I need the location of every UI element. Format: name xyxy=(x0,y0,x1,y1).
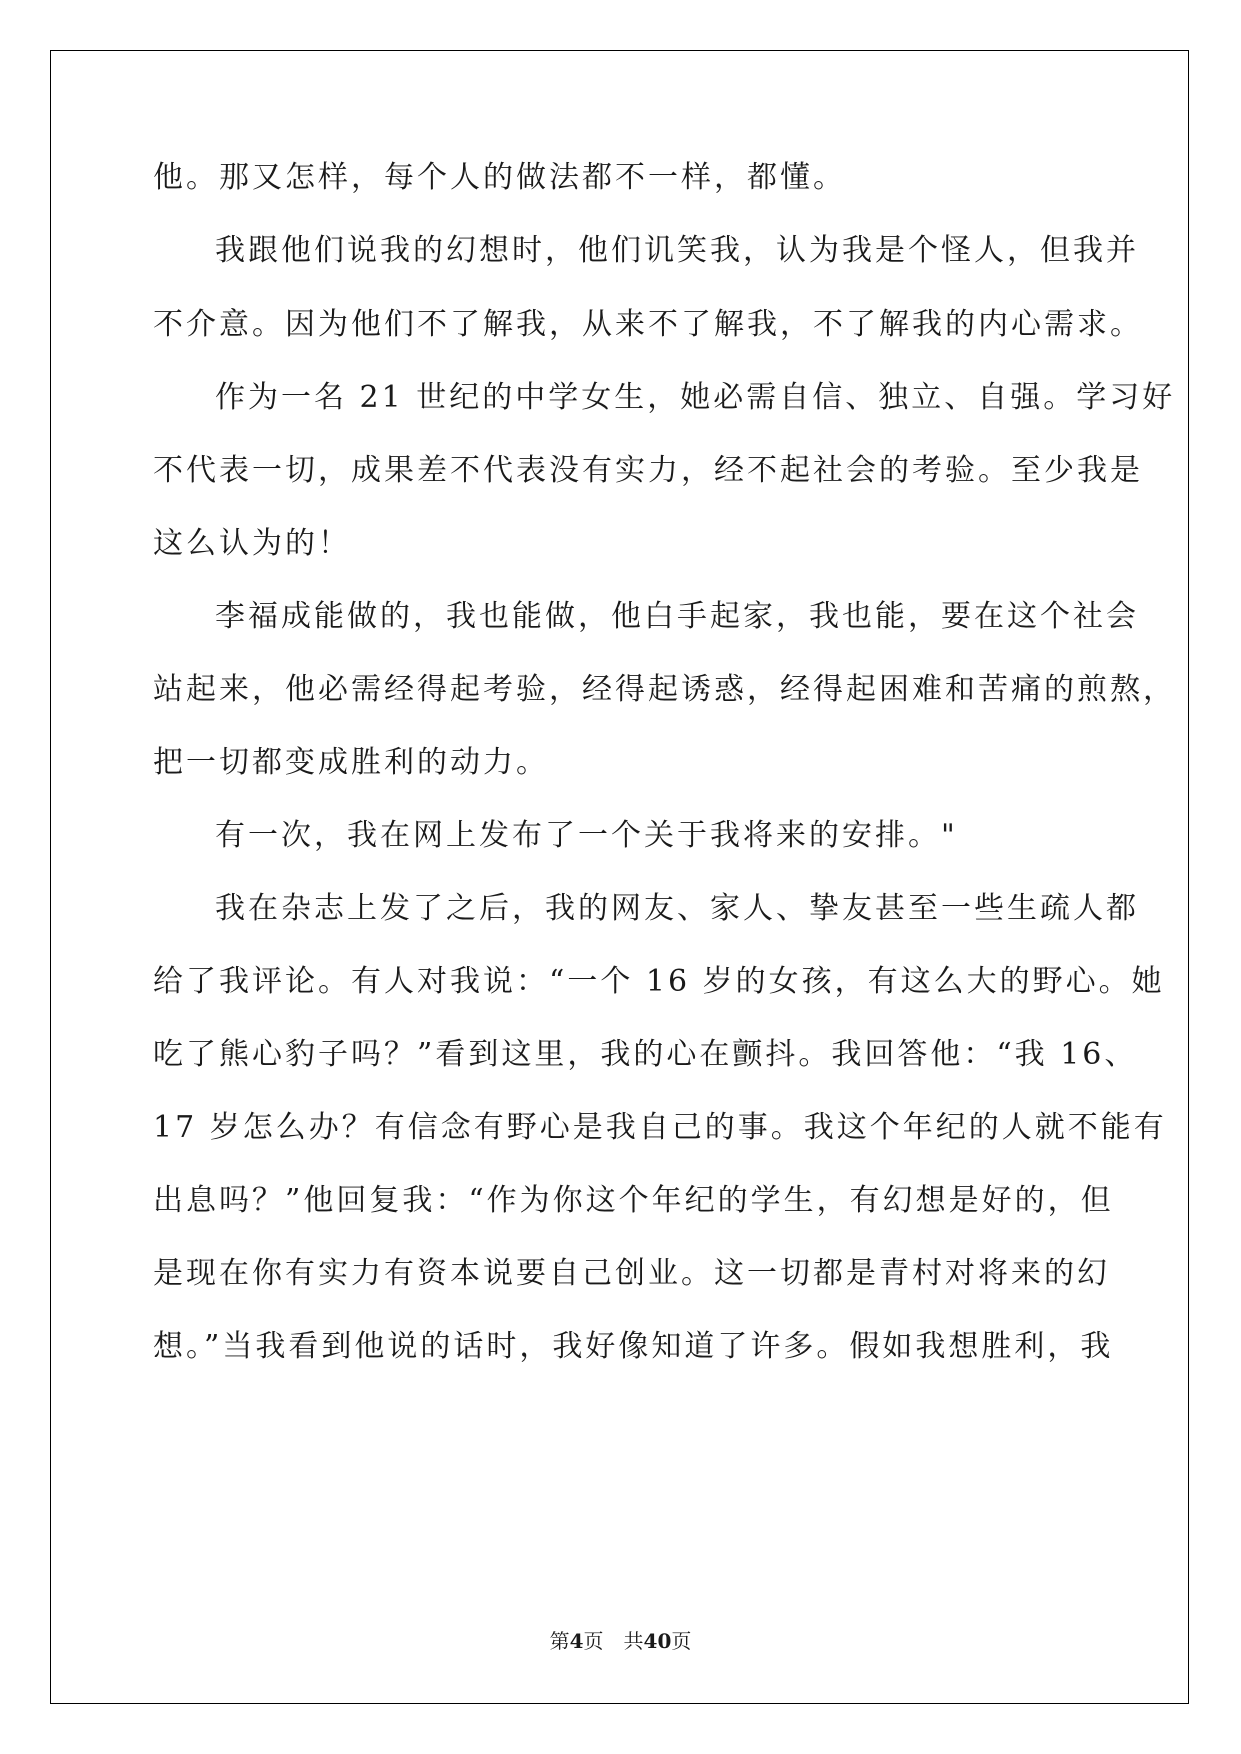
paragraph-line: 我在杂志上发了之后，我的网友、家人、挚友甚至一些生疏人都 xyxy=(215,891,1139,926)
paragraph-line: 不代表一切，成果差不代表没有实力，经不起社会的考验。至少我是 xyxy=(153,453,1143,488)
paragraph-line: 作为一名 21 世纪的中学女生，她必需自信、独立、自强。学习好 xyxy=(215,380,1176,415)
page-label-prefix: 第 xyxy=(549,1629,570,1653)
current-page-number: 4 xyxy=(569,1629,584,1653)
paragraph-line: 给了我评论。有人对我说：“一个 16 岁的女孩，有这么大的野心。她 xyxy=(153,964,1165,999)
paragraph-line: 我跟他们说我的幻想时，他们讥笑我，认为我是个怪人，但我并 xyxy=(215,233,1139,268)
page-border xyxy=(50,50,1189,1704)
paragraph-line: 是现在你有实力有资本说要自己创业。这一切都是青村对将来的幻 xyxy=(153,1256,1110,1291)
paragraph-line: 这么认为的！ xyxy=(153,526,351,561)
page-footer xyxy=(0,1629,1241,1653)
page-label-suffix: 页 xyxy=(671,1629,692,1653)
total-pages-number: 40 xyxy=(643,1629,672,1653)
paragraph-line: 不介意。因为他们不了解我，从来不了解我，不了解我的内心需求。 xyxy=(153,307,1143,342)
paragraph-line: 出息吗？”他回复我：“作为你这个年纪的学生，有幻想是好的，但 xyxy=(153,1183,1114,1218)
paragraph-line: 他。那又怎样，每个人的做法都不一样，都懂。 xyxy=(153,160,846,195)
paragraph-line: 把一切都变成胜利的动力。 xyxy=(153,745,549,780)
paragraph-line: 想。”当我看到他说的话时，我好像知道了许多。假如我想胜利，我 xyxy=(153,1329,1114,1364)
paragraph-line: 有一次，我在网上发布了一个关于我将来的安排。" xyxy=(215,818,958,853)
paragraph-line: 17 岁怎么办？有信念有野心是我自己的事。我这个年纪的人就不能有 xyxy=(153,1110,1167,1145)
paragraph-line: 吃了熊心豹子吗？”看到这里，我的心在颤抖。我回答他：“我 16、 xyxy=(153,1037,1138,1072)
paragraph-line: 站起来，他必需经得起考验，经得起诱惑，经得起困难和苦痛的煎熬， xyxy=(153,672,1176,707)
paragraph-line: 李福成能做的，我也能做，他白手起家，我也能，要在这个社会 xyxy=(215,599,1139,634)
page-label-mid: 页 共 xyxy=(583,1629,644,1653)
